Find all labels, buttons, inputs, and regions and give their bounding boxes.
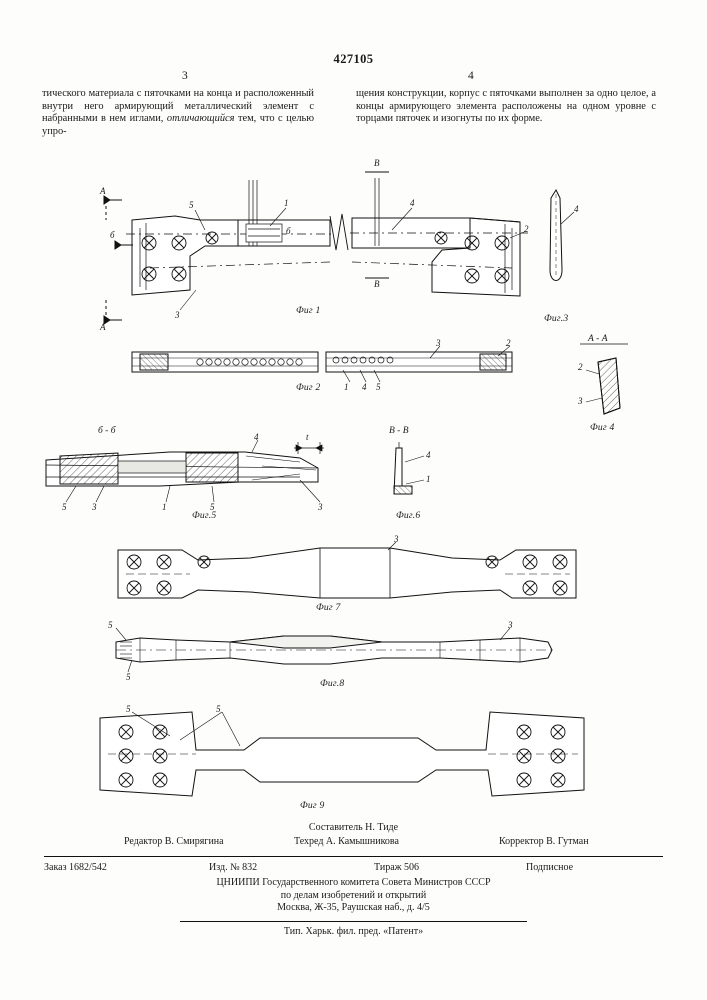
body-text-right-column [356,88,656,126]
leader-5-fig2: 5 [376,382,381,392]
column-number-right: 4 [468,70,474,82]
corrector-credit: Корректор В. Гутман [499,836,589,847]
leader-4-fig2: 4 [362,382,367,392]
leader-4-fig3: 4 [574,204,579,214]
leader-2-fig4: 2 [578,362,583,372]
section-label-b-b: б - б [98,426,116,436]
leader-1-fig5: 1 [162,502,167,512]
body-text-left-column [42,88,314,138]
fig6-caption: Фиг.6 [396,510,421,521]
edition-number: Изд. № 832 [209,862,258,873]
leader-1-fig6: 1 [426,474,431,484]
leader-3b-fig5: 3 [318,502,323,512]
column-number-left: 3 [182,70,188,82]
fig9-caption: Фиг 9 [300,800,325,811]
fig1-caption: Фиг 1 [296,305,321,316]
institute-line-1: ЦНИИПИ Государственного комитета Совета Министров СССР [216,877,491,888]
section-label-v-v: В - В [389,426,409,436]
leader-4-fig5: 4 [254,432,259,442]
marker-a-top: А [100,186,106,196]
paragraph-right: щения конструкции, корпус с пяточками выполнен за одно целое, а концы армирующего элемента расположены на одном уровне с торцами пяточек и изогнуты по их форме. [356,88,656,125]
institute-address: Москва, Ж-35, Раушская наб., д. 4/5 [277,902,430,913]
order-number: Заказ 1682/542 [44,862,107,873]
circulation-number: Тираж 506 [374,862,420,873]
figure-drawings [0,150,707,820]
leader-4-fig6: 4 [426,450,431,460]
marker-a-bottom: А [100,322,106,332]
leader-2-fig2: 2 [506,338,511,348]
fig3-caption: Фиг.3 [544,313,569,324]
fig7-drawing [118,542,576,598]
compiler-line: Составитель Н. Тиде [308,822,399,833]
fig2-caption: Фиг 2 [296,382,321,393]
fig4-caption: Фиг 4 [590,422,615,433]
leader-3-fig8: 3 [508,620,513,630]
page-title: 427105 [333,52,374,66]
leader-5b-fig9: 5 [216,704,221,714]
leader-2-fig1: 2 [524,224,529,234]
fig5-caption: Фиг.5 [192,510,217,521]
fig8-caption: Фиг.8 [320,678,345,689]
page-footer [0,822,707,937]
leader-5b-fig5: 5 [210,502,215,512]
fig8-drawing [116,628,552,672]
leader-3-fig7: 3 [394,534,399,544]
leader-1-fig2: 1 [344,382,349,392]
fig4-drawing [580,344,628,414]
leader-5b-fig8: 5 [126,672,131,682]
institute-line-2: по делам изобретений и открытий [280,889,427,901]
footer-divider-bottom [180,921,527,922]
leader-5-fig1a: 5 [189,200,194,210]
leader-5-fig5: 5 [62,502,67,512]
fig2-drawing [132,346,512,382]
credits-row [44,836,663,852]
fig3-drawing [550,190,574,281]
leader-3-fig2: 3 [436,338,441,348]
dimension-label-t: t [306,432,309,442]
subscription-label: Подписное [526,862,574,873]
footer-divider-top [44,856,663,857]
figure-plate [0,150,707,820]
paragraph-left: тического материала с пяточками на конца и расположенный внутри него армирующий металлический элемент с набранными в нем иглами, отличающийся тем, что с целью упро- [42,88,315,137]
printer-line: Тип. Харьк. фил. пред. «Патент» [283,925,424,937]
marker-b-mid: б [286,226,291,236]
leader-5-fig8: 5 [108,620,113,630]
section-label-a-a: А - А [588,334,608,344]
leader-1-fig1: 1 [284,198,289,208]
fig5-drawing [46,440,320,502]
leader-3-fig4: 3 [578,396,583,406]
leader-3-fig5: 3 [92,502,97,512]
marker-v-bottom: В [374,279,380,289]
order-row [44,862,663,877]
leader-5-fig9: 5 [126,704,131,714]
fig9-drawing [100,712,584,796]
technician-credit: Техред А. Камышникова [294,836,399,847]
leader-4-fig1: 4 [410,198,415,208]
leader-3-fig1: 3 [175,310,180,320]
fig7-caption: Фиг 7 [316,602,341,613]
marker-v-top: В [374,158,380,168]
marker-b-left: б [110,230,115,240]
fig1-drawing [104,172,528,324]
editor-credit: Редактор В. Смирягина [124,836,224,847]
